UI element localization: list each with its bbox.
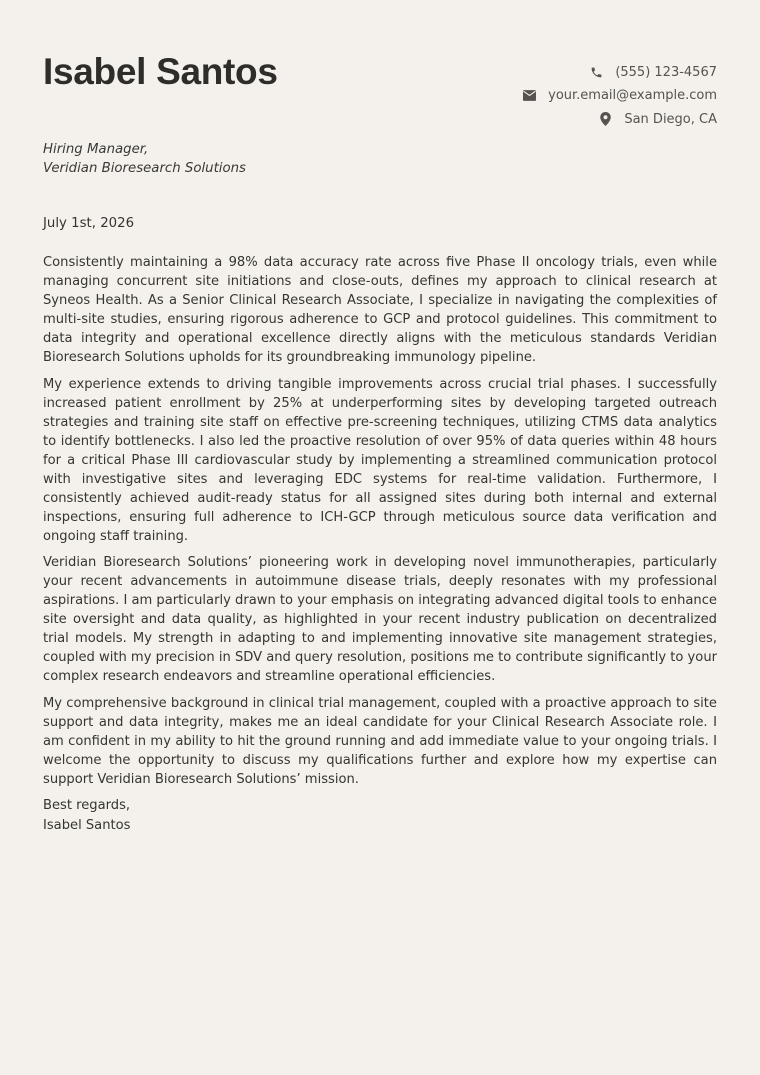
contact-email-row <box>522 84 717 107</box>
phone-icon <box>589 66 603 80</box>
contact-phone-row <box>522 61 717 84</box>
applicant-name: Isabel Santos <box>43 51 278 92</box>
body-paragraph: Veridian Bioresearch Solutions’ pioneering work in developing novel immunotherapies, particularly your recent advancements in autoimmune disease trials, deeply resonates with my professional aspirations. I am particularly drawn to your emphasis on integrating advanced digital tools to enhance site oversight and data quality, as highlighted in your recent industry publication on decentralized trial models. My strength in adapting to and implementing innovative site management strategies, coupled with my precision in SDV and query resolution, positions me to contribute significantly to your complex research endeavors and streamline operational efficiencies. <box>43 555 717 684</box>
body-paragraph: Consistently maintaining a 98% data accuracy rate across five Phase II oncology trials, even while managing concurrent site initiations and close-outs, defines my approach to clinical research at Syneos Health. As a Senior Clinical Research Associate, I specialize in navigating the complexities of multi-site studies, ensuring rigorous adherence to GCP and protocol guidelines. This commitment to data integrity and operational excellence directly aligns with the meticulous standards Veridian Bioresearch Solutions upholds for its groundbreaking immunology pipeline. <box>43 255 717 365</box>
letter-body <box>43 253 717 835</box>
letter-date: July 1st, 2026 <box>43 216 135 231</box>
recipient-company: Veridian Bioresearch Solutions <box>43 161 246 176</box>
contact-location: San Diego, CA <box>624 111 717 127</box>
envelope-icon <box>522 89 536 103</box>
map-pin-icon <box>598 112 612 126</box>
contact-email[interactable]: your.email@example.com <box>548 88 717 104</box>
contact-phone: (555) 123-4567 <box>615 65 717 81</box>
closing-block <box>43 796 717 835</box>
body-paragraph: My experience extends to driving tangible improvements across crucial trial phases. I successfully increased patient enrollment by 25% at underperforming sites by developing targeted outreach strategies and training site staff on effective pre-screening techniques, utilizing CTMS data analytics to identify bottlenecks. I also led the proactive resolution of over 95% of data queries within 48 hours for a critical Phase III cardiovascular study by implementing a streamlined communication protocol with investigative sites and leveraging EDC systems for real-time validation. Furthermore, I consistently achieved audit-ready status for all assigned sites during both internal and external inspections, ensuring full adherence to ICH-GCP through meticulous source data verification and ongoing staff training. <box>43 376 717 544</box>
closing-salutation: Best regards, <box>43 798 131 813</box>
recipient-block <box>43 140 246 178</box>
contact-location-row <box>522 108 717 131</box>
recipient-title: Hiring Manager, <box>43 142 149 157</box>
contact-info <box>522 61 717 131</box>
body-paragraph: My comprehensive background in clinical trial management, coupled with a proactive approach to site support and data integrity, makes me an ideal candidate for your Clinical Research Associate role. I am confident in my ability to hit the ground running and add immediate value to your ongoing trials. I welcome the opportunity to discuss my qualifications further and explore how my expertise can support Veridian Bioresearch Solutions’ mission. <box>43 695 717 787</box>
closing-signature: Isabel Santos <box>43 817 131 833</box>
